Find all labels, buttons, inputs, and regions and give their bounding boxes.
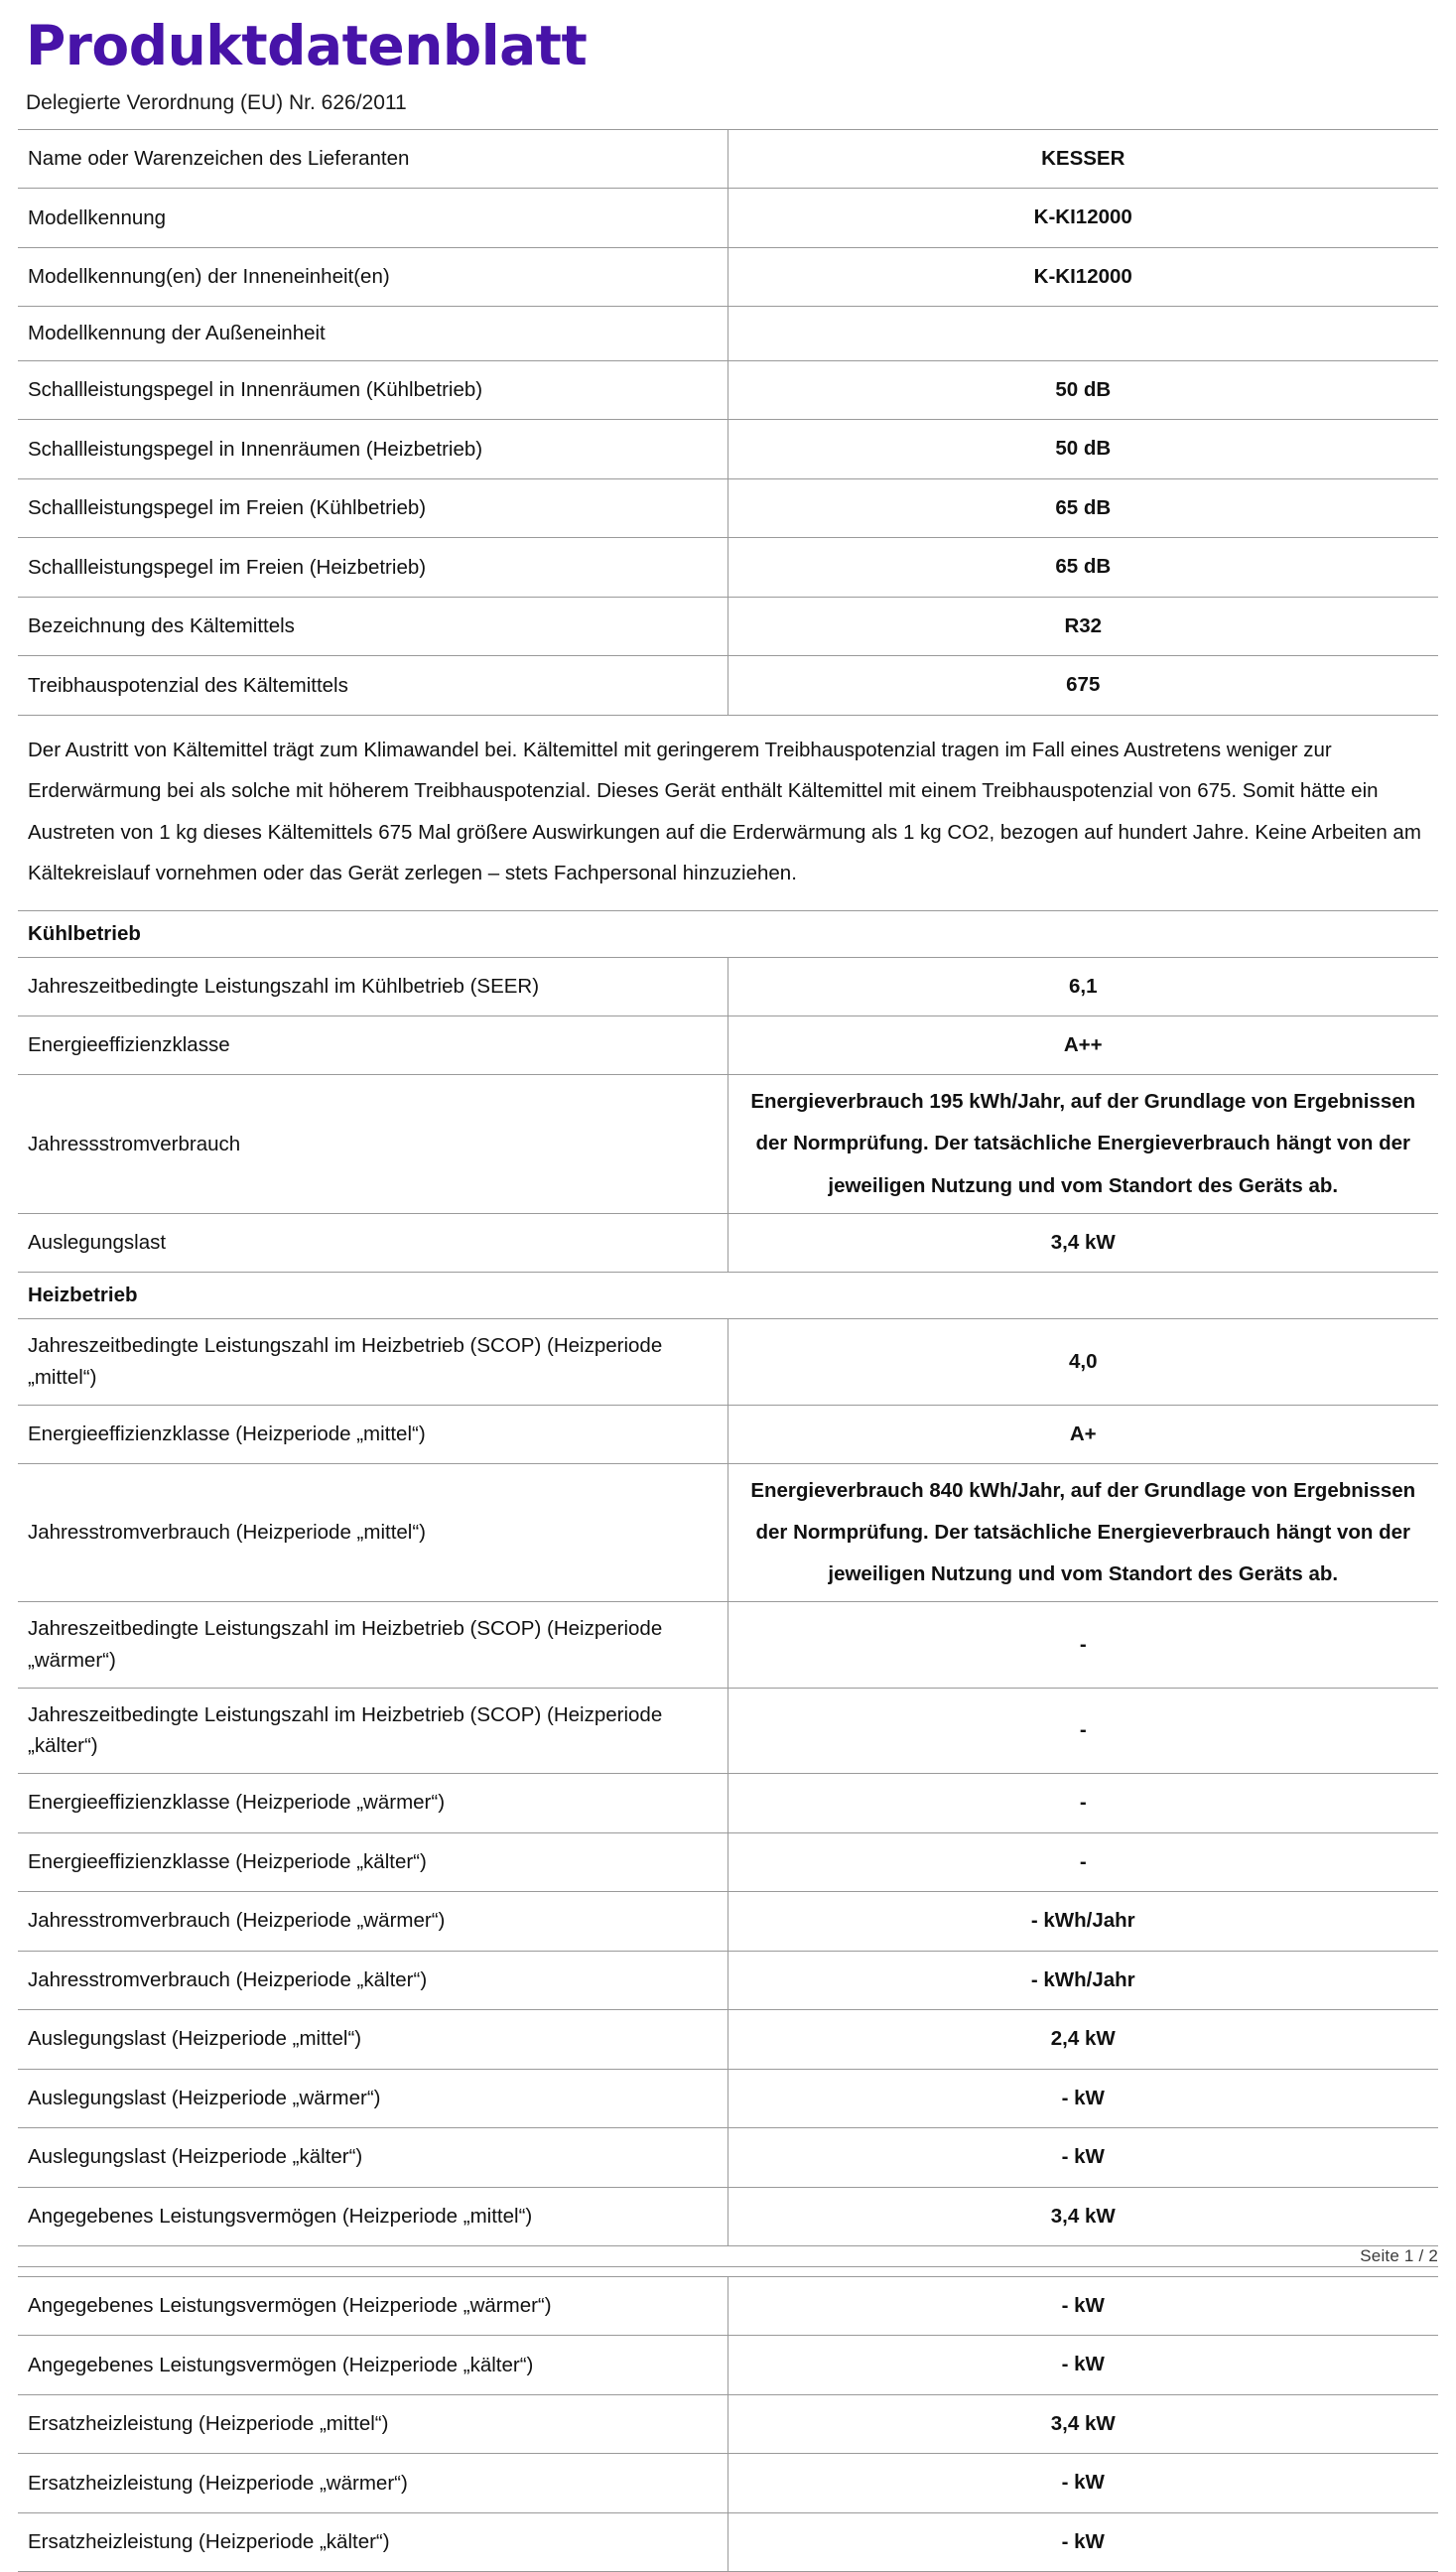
row-label: Schallleistungspegel in Innenräumen (Kühlbetrieb)	[18, 360, 728, 419]
specification-table-body	[18, 129, 1438, 2572]
table-row	[18, 307, 1438, 361]
table-row	[18, 1688, 1438, 1774]
refrigerant-notice-text: Der Austritt von Kältemittel trägt zum Klimawandel bei. Kältemittel mit geringerem Treibhauspotenzial tragen im Fall eines Austretens weniger zur Erderwärmung bei als solche mit höherem Treibhauspotenzial. Dieses Gerät enthält Kältemittel mit einem Treibhauspotenzial von 675. Somit hätte ein Austreten von 1 kg dieses Kältemittels 675 Mal größere Auswirkungen auf die Erderwärmung als 1 kg CO2, bezogen auf hundert Jahre. Keine Arbeiten am Kältekreislauf vornehmen oder das Gerät zerlegen – stets Fachpersonal hinzuziehen.	[18, 715, 1438, 910]
table-row	[18, 2069, 1438, 2127]
row-label: Modellkennung	[18, 189, 728, 247]
section-header-cooling	[18, 910, 1438, 957]
row-value: KESSER	[728, 129, 1438, 188]
row-label: Ersatzheizleistung (Heizperiode „wärmer“)	[18, 2454, 728, 2512]
table-row	[18, 538, 1438, 597]
table-row	[18, 957, 1438, 1015]
row-value: - kW	[728, 2336, 1438, 2394]
row-label: Auslegungslast	[18, 1213, 728, 1272]
row-value: 675	[728, 656, 1438, 715]
row-label: Schallleistungspegel im Freien (Heizbetrieb)	[18, 538, 728, 597]
annual-consumption-text: Energieverbrauch 840 kWh/Jahr, auf der Grundlage von Ergebnissen der Normprüfung. Der tatsächliche Energieverbrauch hängt von der jeweiligen Nutzung und vom Standort des Geräts ab.	[750, 1479, 1416, 1586]
row-label: Jahresstromverbrauch (Heizperiode „mittel“)	[18, 1464, 728, 1602]
specification-table	[18, 129, 1438, 2572]
page-title: Produktdatenblatt	[26, 14, 588, 77]
gap-cell	[18, 2267, 1438, 2277]
table-row	[18, 1319, 1438, 1406]
row-label: Auslegungslast (Heizperiode „mittel“)	[18, 2010, 728, 2069]
row-value: A++	[728, 1015, 1438, 1074]
table-row	[18, 1015, 1438, 1074]
section-title: Heizbetrieb	[18, 1273, 1438, 1319]
row-value: -	[728, 1602, 1438, 1689]
row-label: Name oder Warenzeichen des Lieferanten	[18, 129, 728, 188]
row-label: Schallleistungspegel in Innenräumen (Heizbetrieb)	[18, 420, 728, 478]
row-label: Angegebenes Leistungsvermögen (Heizperiode „mittel“)	[18, 2187, 728, 2245]
row-label: Angegebenes Leistungsvermögen (Heizperiode „kälter“)	[18, 2336, 728, 2394]
table-row	[18, 656, 1438, 715]
table-row	[18, 1832, 1438, 1891]
row-value: - kWh/Jahr	[728, 1892, 1438, 1951]
row-label: Modellkennung der Außeneinheit	[18, 307, 728, 361]
table-row	[18, 2512, 1438, 2571]
section-title: Kühlbetrieb	[18, 910, 1438, 957]
table-row	[18, 129, 1438, 188]
row-label: Jahreszeitbedingte Leistungszahl im Heizbetrieb (SCOP) (Heizperiode „kälter“)	[18, 1688, 728, 1774]
row-value: - kWh/Jahr	[728, 1951, 1438, 2009]
table-row	[18, 1774, 1438, 1832]
table-row	[18, 2010, 1438, 2069]
row-label: Modellkennung(en) der Inneneinheit(en)	[18, 247, 728, 306]
row-value: - kW	[728, 2277, 1438, 2336]
row-value: A+	[728, 1405, 1438, 1463]
row-value: -	[728, 1774, 1438, 1832]
table-row-annual-consumption-cooling	[18, 1075, 1438, 1213]
row-label: Jahressstromverbrauch	[18, 1075, 728, 1213]
row-value: - kW	[728, 2069, 1438, 2127]
row-label: Jahreszeitbedingte Leistungszahl im Heizbetrieb (SCOP) (Heizperiode „mittel“)	[18, 1319, 728, 1406]
row-value: 6,1	[728, 957, 1438, 1015]
table-row	[18, 2336, 1438, 2394]
row-value: - kW	[728, 2128, 1438, 2187]
row-label: Energieeffizienzklasse (Heizperiode „wärmer“)	[18, 1774, 728, 1832]
table-row-annual-consumption-heating	[18, 1464, 1438, 1602]
row-label: Ersatzheizleistung (Heizperiode „mittel“)	[18, 2394, 728, 2453]
row-value: -	[728, 1688, 1438, 1774]
row-value: 65 dB	[728, 538, 1438, 597]
row-label: Angegebenes Leistungsvermögen (Heizperiode „wärmer“)	[18, 2277, 728, 2336]
row-value-cell	[728, 1464, 1438, 1602]
page-break-gap	[18, 2267, 1438, 2277]
table-row	[18, 189, 1438, 247]
row-label: Jahresstromverbrauch (Heizperiode „wärmer“)	[18, 1892, 728, 1951]
table-row	[18, 420, 1438, 478]
page-footer-cell	[18, 2246, 1438, 2267]
row-value	[728, 307, 1438, 361]
row-label: Energieeffizienzklasse (Heizperiode „kälter“)	[18, 1832, 728, 1891]
table-row	[18, 597, 1438, 655]
table-row	[18, 478, 1438, 537]
table-row	[18, 2394, 1438, 2453]
row-value: 3,4 kW	[728, 1213, 1438, 1272]
table-row	[18, 2277, 1438, 2336]
table-row	[18, 2187, 1438, 2245]
row-value: - kW	[728, 2512, 1438, 2571]
row-label: Auslegungslast (Heizperiode „kälter“)	[18, 2128, 728, 2187]
row-label: Energieeffizienzklasse	[18, 1015, 728, 1074]
annual-consumption-text: Energieverbrauch 195 kWh/Jahr, auf der Grundlage von Ergebnissen der Normprüfung. Der tatsächliche Energieverbrauch hängt von der jeweiligen Nutzung und vom Standort des Geräts ab.	[750, 1090, 1416, 1197]
row-label: Jahreszeitbedingte Leistungszahl im Kühlbetrieb (SEER)	[18, 957, 728, 1015]
table-row	[18, 247, 1438, 306]
row-label: Energieeffizienzklasse (Heizperiode „mittel“)	[18, 1405, 728, 1463]
row-label: Ersatzheizleistung (Heizperiode „kälter“)	[18, 2512, 728, 2571]
table-row	[18, 1405, 1438, 1463]
row-label: Jahresstromverbrauch (Heizperiode „kälter“)	[18, 1951, 728, 2009]
table-row	[18, 360, 1438, 419]
table-row	[18, 1213, 1438, 1272]
row-value: 3,4 kW	[728, 2187, 1438, 2245]
row-value: R32	[728, 597, 1438, 655]
row-value: 4,0	[728, 1319, 1438, 1406]
table-row	[18, 2454, 1438, 2512]
row-label: Schallleistungspegel im Freien (Kühlbetrieb)	[18, 478, 728, 537]
section-header-heating	[18, 1273, 1438, 1319]
row-value: K-KI12000	[728, 247, 1438, 306]
row-value-cell	[728, 1075, 1438, 1213]
table-row	[18, 1602, 1438, 1689]
row-value: 50 dB	[728, 420, 1438, 478]
row-value: 3,4 kW	[728, 2394, 1438, 2453]
row-value: - kW	[728, 2454, 1438, 2512]
page-break-footer-row	[18, 2246, 1438, 2267]
refrigerant-notice-row	[18, 715, 1438, 910]
row-value: 50 dB	[728, 360, 1438, 419]
row-label: Jahreszeitbedingte Leistungszahl im Heizbetrieb (SCOP) (Heizperiode „wärmer“)	[18, 1602, 728, 1689]
row-value: 65 dB	[728, 478, 1438, 537]
regulation-subtitle: Delegierte Verordnung (EU) Nr. 626/2011	[26, 90, 407, 114]
row-value: 2,4 kW	[728, 2010, 1438, 2069]
row-value: -	[728, 1832, 1438, 1891]
table-row	[18, 1951, 1438, 2009]
row-label: Auslegungslast (Heizperiode „wärmer“)	[18, 2069, 728, 2127]
row-label: Treibhauspotenzial des Kältemittels	[18, 656, 728, 715]
table-row	[18, 2128, 1438, 2187]
row-label: Bezeichnung des Kältemittels	[18, 597, 728, 655]
table-row	[18, 1892, 1438, 1951]
page-indicator: Seite 1 / 2	[1360, 2246, 1438, 2265]
row-value: K-KI12000	[728, 189, 1438, 247]
